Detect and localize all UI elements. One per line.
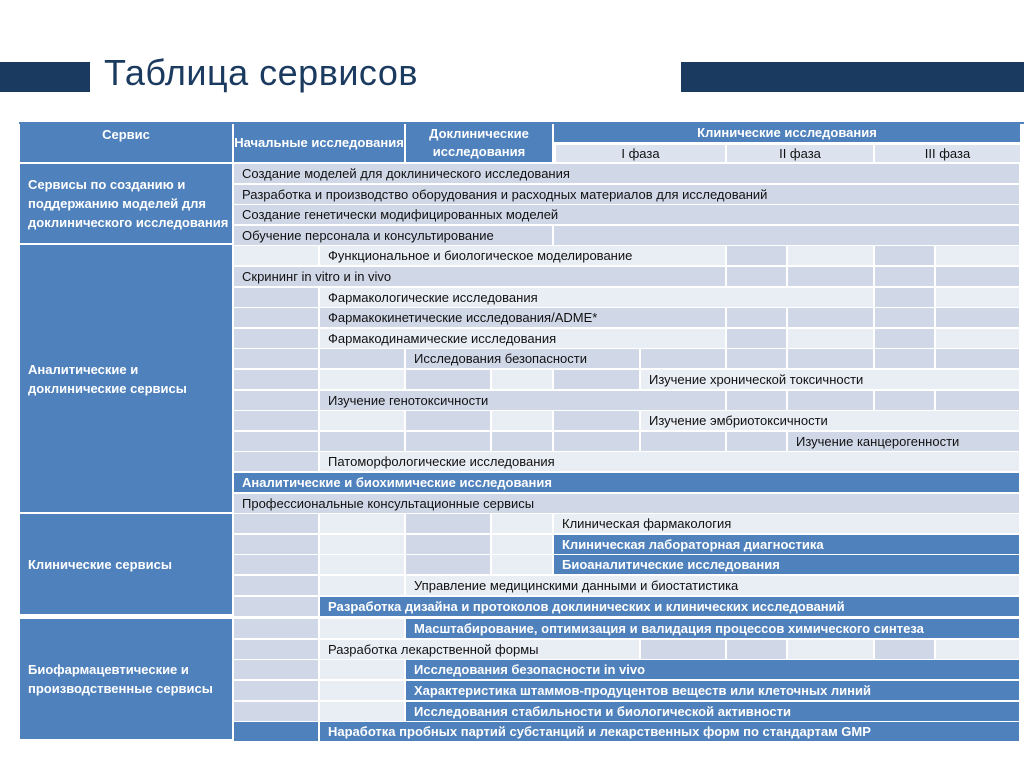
empty-cell — [727, 329, 786, 348]
empty-cell — [727, 432, 786, 451]
empty-cell — [788, 329, 873, 348]
header-clinical: Клинические исследования — [554, 124, 1020, 142]
service-cell: Скрининг in vitro и in vivo — [234, 267, 725, 286]
empty-cell — [234, 308, 318, 327]
empty-cell — [788, 246, 873, 265]
empty-cell — [492, 432, 552, 451]
empty-cell — [554, 411, 639, 430]
empty-cell — [554, 432, 639, 451]
empty-cell — [406, 432, 490, 451]
empty-cell — [234, 535, 318, 554]
service-cell: Разработка и производство оборудования и расходных материалов для исследований — [234, 185, 1019, 204]
service-cell: Биоаналитические исследования — [554, 555, 1019, 574]
empty-cell — [234, 640, 318, 659]
service-cell: Изучение генотоксичности — [320, 391, 725, 410]
empty-cell — [936, 391, 1019, 410]
service-cell: Исследования безопасности in vivo — [406, 660, 1019, 679]
empty-cell — [320, 619, 404, 638]
section-biopharma-production: Биофармацевтические и производственные сервисы — [20, 619, 232, 739]
service-cell: Функциональное и биологическое моделирование — [320, 246, 725, 265]
empty-cell — [727, 246, 786, 265]
empty-cell — [234, 452, 318, 471]
empty-cell — [641, 349, 725, 368]
service-cell: Исследования стабильности и биологической активности — [406, 702, 1019, 721]
header-phase-1: I фаза — [556, 145, 725, 162]
empty-cell — [936, 349, 1019, 368]
section-models: Сервисы по созданию и поддержанию моделей для доклинического исследования — [20, 164, 232, 243]
empty-cell — [875, 267, 934, 286]
service-cell: Фармакодинамические исследования — [320, 329, 725, 348]
empty-cell — [936, 288, 1019, 307]
empty-cell — [234, 370, 318, 389]
empty-cell — [234, 329, 318, 348]
empty-cell — [936, 246, 1019, 265]
service-cell: Масштабирование, оптимизация и валидация процессов химического синтеза — [406, 619, 1019, 638]
service-cell: Клиническая фармакология — [554, 514, 1019, 533]
empty-cell — [320, 681, 404, 700]
empty-cell — [234, 702, 318, 721]
empty-cell — [492, 514, 552, 533]
empty-cell — [320, 576, 404, 595]
service-cell: Управление медицинскими данными и биостатистика — [406, 576, 1019, 595]
empty-cell — [875, 329, 934, 348]
service-cell: Характеристика штаммов-продуцентов веществ или клеточных линий — [406, 681, 1019, 700]
empty-cell — [320, 555, 404, 574]
empty-cell — [492, 370, 552, 389]
empty-cell — [788, 349, 873, 368]
empty-cell — [320, 432, 404, 451]
empty-cell — [234, 391, 318, 410]
empty-cell — [492, 535, 552, 554]
empty-cell — [788, 640, 873, 659]
service-cell: Наработка пробных партий субстанций и лекарственных форм по стандартам GMP — [320, 722, 1019, 741]
empty-cell — [406, 555, 490, 574]
page-title: Таблица сервисов — [104, 52, 418, 93]
empty-cell — [320, 349, 404, 368]
empty-cell — [320, 411, 404, 430]
empty-cell — [875, 640, 934, 659]
empty-cell — [234, 288, 318, 307]
service-cell: Изучение эмбриотоксичности — [641, 411, 1019, 430]
empty-cell — [727, 349, 786, 368]
empty-cell — [406, 514, 490, 533]
service-cell: Изучение канцерогенности — [788, 432, 1019, 451]
empty-cell — [234, 660, 318, 679]
section-analytical-preclinical: Аналитические и доклинические сервисы — [20, 245, 232, 512]
empty-cell — [554, 370, 639, 389]
empty-cell — [234, 576, 318, 595]
empty-cell — [234, 619, 318, 638]
empty-cell — [727, 267, 786, 286]
empty-cell — [234, 432, 318, 451]
empty-cell — [320, 514, 404, 533]
service-cell: Клиническая лабораторная диагностика — [554, 535, 1019, 554]
empty-cell — [875, 349, 934, 368]
empty-cell — [641, 640, 725, 659]
service-cell: Фармакокинетические исследования/ADME* — [320, 308, 725, 327]
section-clinical: Клинические сервисы — [20, 514, 232, 614]
empty-cell — [406, 370, 490, 389]
header-initial: Начальные исследования — [234, 124, 404, 162]
empty-cell — [234, 349, 318, 368]
service-cell: Создание генетически модифицированных моделей — [234, 205, 1019, 224]
empty-cell — [936, 640, 1019, 659]
empty-cell — [320, 535, 404, 554]
service-cell: Патоморфологические исследования — [320, 452, 1019, 471]
empty-cell — [234, 681, 318, 700]
empty-cell — [875, 308, 934, 327]
empty-cell — [492, 555, 552, 574]
empty-cell — [727, 640, 786, 659]
empty-cell — [234, 514, 318, 533]
empty-cell — [234, 555, 318, 574]
empty-cell — [936, 308, 1019, 327]
header-phase-2: II фаза — [727, 145, 873, 162]
empty-cell — [788, 308, 873, 327]
empty-cell — [936, 329, 1019, 348]
empty-cell — [875, 246, 934, 265]
empty-cell — [234, 722, 318, 741]
empty-cell — [788, 267, 873, 286]
title-bar-left — [0, 62, 90, 92]
service-cell: Аналитические и биохимические исследования — [234, 473, 1019, 492]
empty-cell — [320, 660, 404, 679]
service-cell: Разработка дизайна и протоколов доклинических и клинических исследований — [320, 597, 1019, 616]
empty-cell — [875, 391, 934, 410]
header-phase-3: III фаза — [875, 145, 1020, 162]
empty-cell — [936, 267, 1019, 286]
empty-cell — [234, 597, 318, 616]
service-cell: Создание моделей для доклинического исследования — [234, 164, 1019, 183]
service-cell: Изучение хронической токсичности — [641, 370, 1019, 389]
service-cell: Профессиональные консультационные сервисы — [234, 494, 1019, 513]
empty-cell — [875, 288, 934, 307]
empty-cell — [234, 411, 318, 430]
empty-cell — [641, 432, 725, 451]
empty-cell — [406, 535, 490, 554]
empty-cell — [234, 246, 318, 265]
empty-cell — [320, 370, 404, 389]
title-bar-right — [681, 62, 1024, 92]
header-service: Сервис — [20, 124, 232, 162]
service-cell: Обучение персонала и консультирование — [234, 226, 552, 245]
empty-cell — [554, 226, 1019, 245]
empty-cell — [492, 411, 552, 430]
service-cell: Фармакологические исследования — [320, 288, 873, 307]
header-preclinical: Доклинические исследования — [406, 124, 552, 162]
empty-cell — [727, 391, 786, 410]
empty-cell — [788, 391, 873, 410]
empty-cell — [320, 702, 404, 721]
service-cell: Разработка лекарственной формы — [320, 640, 639, 659]
empty-cell — [727, 308, 786, 327]
service-cell: Исследования безопасности — [406, 349, 639, 368]
empty-cell — [406, 411, 490, 430]
